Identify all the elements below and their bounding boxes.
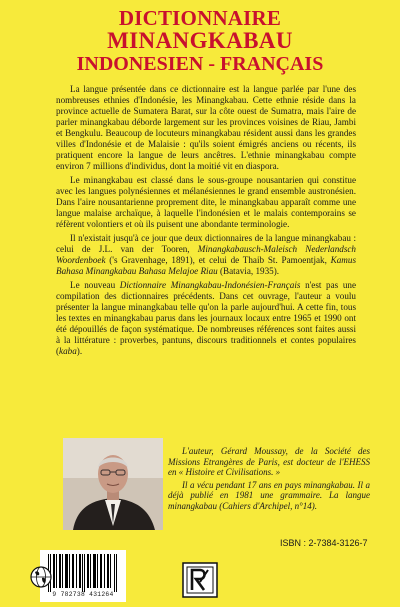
title-minangkabau: MINANGKABAU: [107, 28, 293, 53]
isbn-label: ISBN : 2-7384-3126-7: [280, 538, 368, 548]
paragraph-1: La langue présentée dans ce dictionnaire est la langue parlée par l'une des nombreuses ethnies d'Indonésie, les Minangkabau. Cette ethnie réside dans la province actuelle de Sumatera Barat, sur la côte ouest de Sumatra, mais l'aire de parler minangkabau déborde largement sur les provinces voisines de Riau, Jambi et Bengkulu. Beaucoup de locuteurs minangkabau résident aussi dans les grandes villes d'Indonésie et de Malaisie : qu'ils soient émigrés anciens ou récents, ils pratiquent encore la langue de leurs ancêtres. L'ethnie minangkabau compte environ 7 millions d'individus, dont la moitié vit en diaspora.: [56, 84, 356, 171]
paragraph-4: [56, 280, 356, 357]
description-text: [56, 84, 356, 360]
bio-line-1: L'auteur, Gérard Moussay, de la Société des Missions Etrangères de Paris, est docteur de l'EHESS en « Histoire et Civilisations. »: [168, 446, 370, 478]
paragraph-4-mid: n'est pas une compilation des dictionnaires précédents. Dans cet ouvrage, l'auteur a voulu présenter la langue minangkabau telle qu'on la parle aujourd'hui. A cette fin, tous les textes en minangkabau parus dans les journaux locaux entre 1965 et 1990 ont été dépouillés de façon systématique. De nombreuses références sont faites aussi à la littérature : proverbes, pantuns, discours traditionnels et contes populaires (: [56, 280, 356, 356]
paragraph-3-start: Il n'existait jusqu'à ce jour que deux dictionnaires de la langue minangkabau : celui de J.L. van der Tooren,: [56, 233, 356, 254]
paragraph-4-start: Le nouveau: [70, 280, 120, 290]
ref-pamoentjak-work: Kamus Bahasa Minangkabau Bahasa Melajoe Riau: [56, 255, 356, 276]
title-dictionnaire: DICTIONNAIRE: [118, 6, 282, 30]
bio-line-2-end: , n°14).: [290, 500, 317, 511]
globe-icon: [30, 566, 52, 588]
ref-this-work: Dictionnaire Minangkabau-Indonésien-Français: [119, 280, 301, 290]
bio-line-2-start: Il a vécu pendant 17 ans en pays minangkabau. Il a déjà publié en 1981 une grammaire. La langue minangkabau (: [168, 479, 370, 511]
paragraph-3-end: (Batavia, 1935).: [217, 266, 280, 276]
bio-work: Cahiers d'Archipel: [222, 500, 291, 511]
barcode: [40, 550, 126, 602]
ref-tooren-work: Minangkabausch-Maleisch Nederlandsch Woordenboek: [56, 244, 356, 265]
ref-kaba: kaba: [59, 346, 77, 356]
author-bio: [168, 446, 370, 514]
publisher-logo-icon: [180, 560, 220, 600]
paragraph-2: Le minangkabau est classé dans le sous-groupe nousantarien qui constitue avec les langues polynésiennes et mélanésiennes le grand ensemble austronésien. Dans l'aire nousantarienne proprement dite, le minangkabau apparaît comme une langue malaise archaïque, à laquelle l'indonésien et le malais contemporains se réfèrent volontiers et où ils puisent une abondante terminologie.: [56, 175, 356, 229]
author-portrait: [63, 438, 163, 530]
bio-line-2: [168, 480, 370, 512]
paragraph-3-mid: ('s Gravenhage, 1891), et celui de Thaib St. Pamoentjak,: [105, 255, 331, 265]
paragraph-3: [56, 233, 356, 277]
title-languages: INDONESIEN - FRANÇAIS: [76, 53, 324, 75]
paragraph-4-end: ).: [76, 346, 83, 356]
barcode-bars: [48, 554, 118, 592]
barcode-number: 9 782738 431264: [52, 591, 114, 598]
